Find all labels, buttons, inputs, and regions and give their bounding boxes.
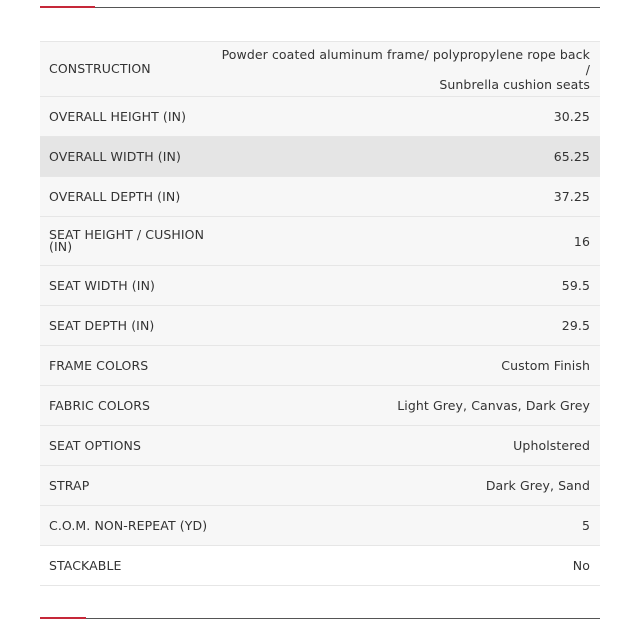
bottom-divider	[40, 618, 600, 619]
spec-row-frame-colors	[40, 346, 600, 386]
spec-label	[49, 229, 209, 253]
spec-row-seat-options	[40, 426, 600, 466]
spec-label: CONSTRUCTION	[49, 61, 151, 76]
spec-value: 59.5	[561, 278, 590, 293]
spec-value: 37.25	[553, 189, 590, 204]
spec-row-stackable	[40, 546, 600, 586]
spec-row-strap	[40, 466, 600, 506]
spec-value: 30.25	[553, 109, 590, 124]
spec-label-line: SEAT HEIGHT / CUSHION	[49, 227, 205, 242]
spec-label: SEAT DEPTH (IN)	[49, 317, 155, 333]
spec-value: 65.25	[553, 149, 590, 164]
spec-row-com-non-repeat	[40, 506, 600, 546]
top-accent-bar	[40, 6, 95, 8]
spec-row-fabric-colors	[40, 386, 600, 426]
spec-label: OVERALL HEIGHT (IN)	[49, 108, 187, 124]
spec-row-seat-depth	[40, 306, 600, 346]
spec-label: STRAP	[49, 477, 90, 493]
spec-row-overall-width	[40, 137, 600, 177]
bottom-accent-bar	[40, 617, 86, 619]
spec-value-line: Sunbrella cushion seats	[439, 76, 590, 92]
spec-row-overall-height	[40, 97, 600, 137]
spec-label: SEAT WIDTH (IN)	[49, 277, 155, 293]
spec-label: OVERALL WIDTH (IN)	[49, 148, 181, 164]
spec-label: C.O.M. NON-REPEAT (YD)	[49, 517, 208, 533]
spec-label: FRAME COLORS	[49, 357, 149, 373]
spec-row-seat-width	[40, 266, 600, 306]
spec-row-overall-depth	[40, 177, 600, 217]
spec-value: Dark Grey, Sand	[485, 478, 590, 493]
spec-row-seat-height	[40, 217, 600, 266]
spec-row-construction	[40, 42, 600, 97]
top-divider	[40, 7, 600, 8]
spec-label: FABRIC COLORS	[49, 397, 151, 413]
spec-value: 16	[573, 233, 590, 249]
spec-value: No	[572, 558, 590, 573]
spec-value: Upholstered	[513, 438, 590, 453]
spec-label: STACKABLE	[49, 557, 122, 573]
spec-value: Custom Finish	[501, 358, 590, 373]
spec-label: OVERALL DEPTH (IN)	[49, 188, 181, 204]
specs-table	[40, 41, 600, 586]
spec-label: SEAT OPTIONS	[49, 437, 142, 453]
spec-label-line: (IN)	[49, 239, 73, 254]
spec-value: Light Grey, Canvas, Dark Grey	[397, 398, 590, 413]
spec-value: 29.5	[561, 318, 590, 333]
spec-value	[220, 47, 590, 92]
spec-value: 5	[581, 518, 590, 533]
spec-value-line: Powder coated aluminum frame/ polypropylene rope back /	[221, 46, 590, 77]
